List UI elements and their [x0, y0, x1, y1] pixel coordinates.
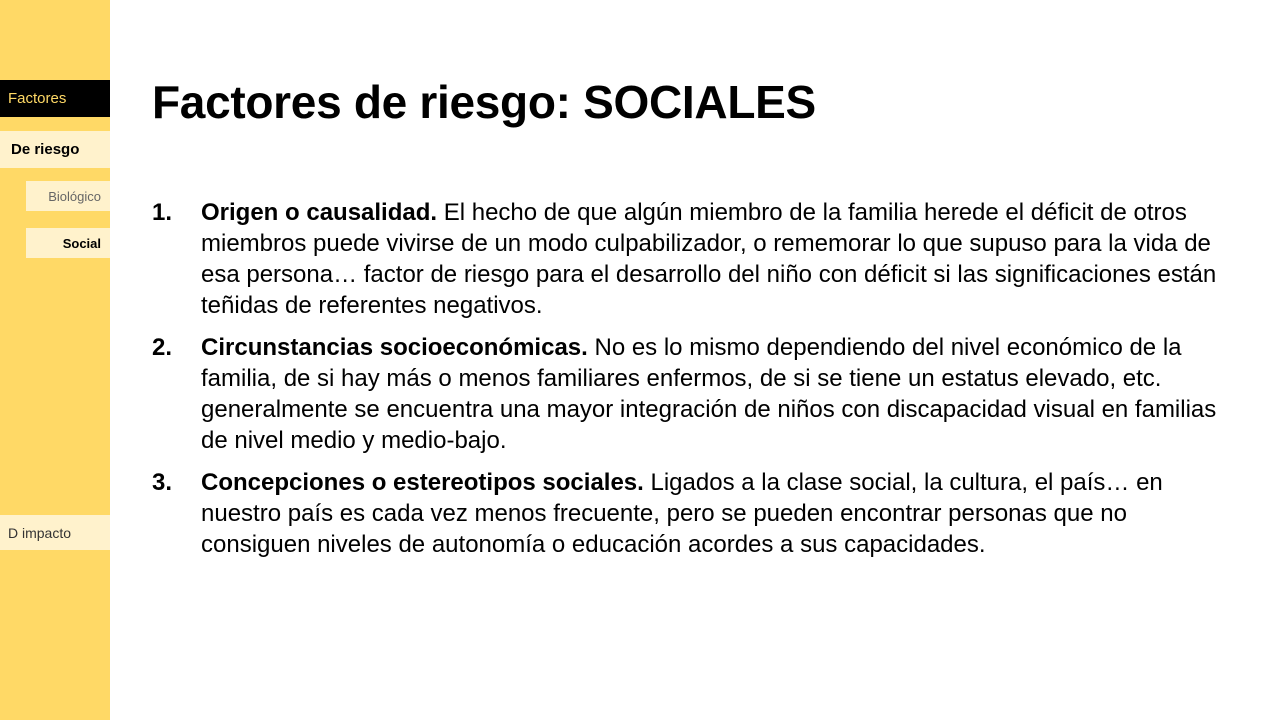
item-text: El hecho de que algún miembro de la familia herede el déficit de otros miembros puede vivirse de un modo culpabilizador, o rememorar lo que supuso para la vida de esa persona… factor de riesgo para el desarrollo del niño con déficit si las significaciones están teñidas de referentes negativos.	[201, 199, 1217, 319]
item-text: Ligados a la clase social, la cultura, el país… en nuestro país es cada vez menos frecuente, pero se pueden encontrar personas que no consiguen niveles de autonomía o educación acordes a sus capacidades.	[201, 469, 1163, 558]
item-text: No es lo mismo dependiendo del nivel económico de la familia, de si hay más o menos familiares enfermos, de si se tiene un estatus elevado, etc. generalmente se encuentra una mayor integración de niños con discapacidad visual en familias de nivel medio y medio-bajo.	[201, 334, 1217, 454]
nav-item-factores[interactable]: Factores	[0, 80, 110, 117]
sidebar	[0, 0, 110, 720]
slide-title: Factores de riesgo: SOCIALES	[152, 76, 816, 128]
item-lead: Concepciones o estereotipos sociales.	[201, 469, 644, 496]
item-number: 2.	[152, 334, 173, 361]
nav-item-biologico[interactable]: Biológico	[26, 181, 110, 211]
nav-item-de-riesgo[interactable]: De riesgo	[0, 131, 110, 168]
list-item	[152, 197, 1232, 321]
item-number: 1.	[152, 199, 173, 226]
list-item	[152, 332, 1232, 456]
item-lead: Origen o causalidad.	[201, 199, 438, 226]
nav-item-social[interactable]: Social	[26, 228, 110, 258]
item-number: 3.	[152, 469, 173, 496]
nav-item-d-impacto[interactable]: D impacto	[0, 515, 110, 550]
list-item	[152, 467, 1232, 560]
slide-content-list	[152, 197, 1232, 571]
item-lead: Circunstancias socioeconómicas.	[201, 334, 588, 361]
